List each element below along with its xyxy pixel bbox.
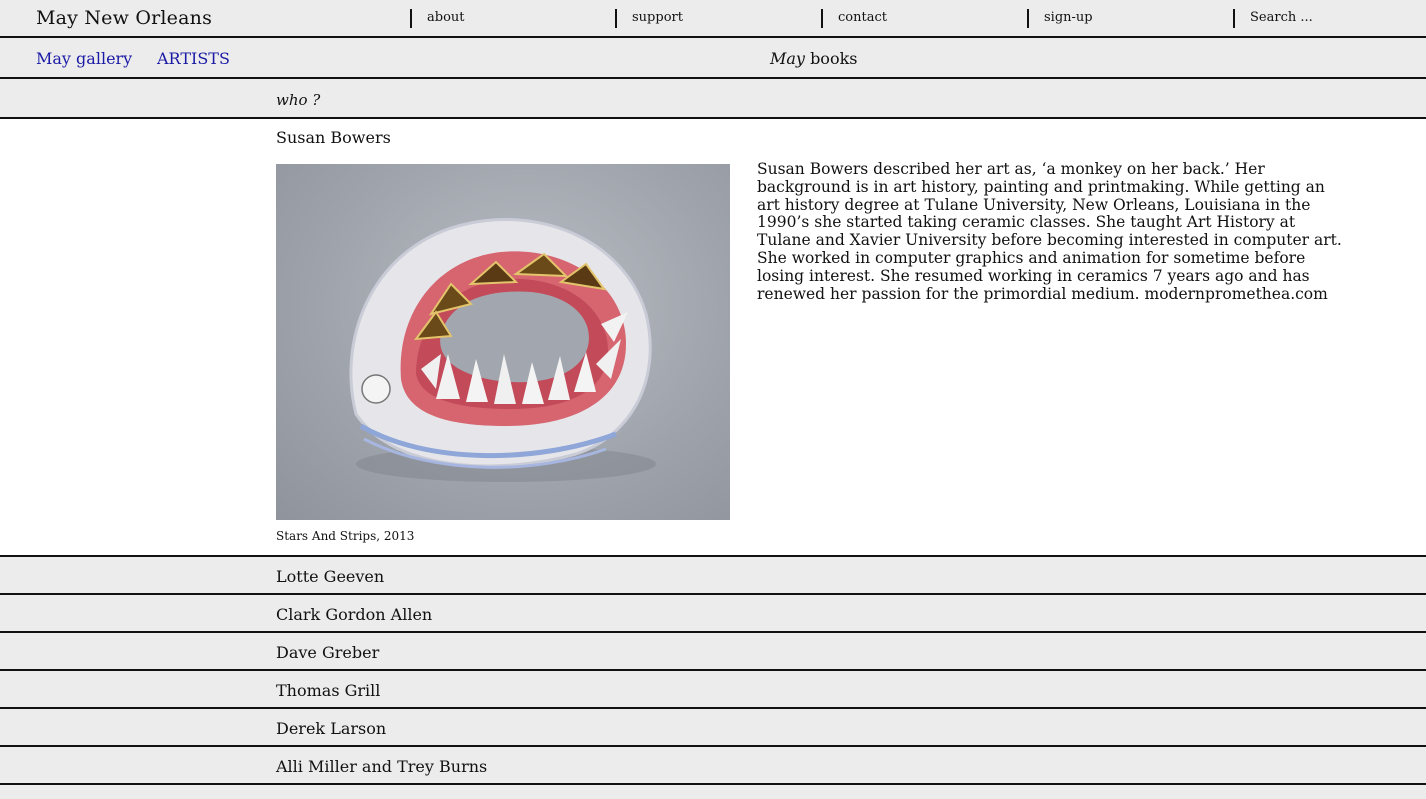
site-title[interactable]: May New Orleans: [36, 7, 213, 29]
artist-bio-text: Susan Bowers described her art as, ‘a monkey on her back.’ Her background is in art history, painting and printmaking. While getting an art history degree at Tulane University, New Orleans, Louisiana in the 1990’s she started taking ceramic classes. She taught Art History at Tulane and Xavier University before becoming interested in computer art. She worked in computer graphics and animation for sometime before losing interest. She resumed working in ceramics 7 years ago and has renewed her passion for the primordial medium. modernpromethea.com: [757, 160, 1342, 303]
artist-row-name[interactable]: Lotte Geeven: [276, 567, 385, 586]
nav-about[interactable]: about: [410, 9, 465, 28]
books-label: books: [810, 49, 858, 68]
featured-artist-panel: [0, 119, 1426, 557]
nav-support[interactable]: support: [615, 9, 683, 28]
artist-row-name[interactable]: Derek Larson: [276, 719, 387, 738]
artist-row[interactable]: [0, 595, 1426, 633]
artist-row-name[interactable]: Thomas Grill: [276, 681, 381, 700]
search-input[interactable]: Search ...: [1233, 9, 1313, 28]
who-section-header: [0, 79, 1426, 119]
artist-row-partial: [0, 785, 1426, 799]
may-gallery-link[interactable]: May gallery: [36, 49, 133, 68]
artwork-image[interactable]: [276, 164, 730, 520]
artist-row[interactable]: [0, 671, 1426, 709]
may-books-link[interactable]: [770, 49, 857, 68]
sub-navigation: [0, 38, 1426, 79]
artist-row[interactable]: [0, 557, 1426, 595]
artist-row[interactable]: [0, 747, 1426, 785]
artists-link[interactable]: ARTISTS: [157, 49, 230, 68]
artist-row[interactable]: [0, 633, 1426, 671]
artist-row-name[interactable]: Dave Greber: [276, 643, 380, 662]
artist-name[interactable]: Susan Bowers: [276, 128, 391, 147]
artist-bio: [757, 161, 1347, 303]
artist-row[interactable]: [0, 709, 1426, 747]
artwork-caption: Stars And Strips, 2013: [276, 529, 415, 543]
top-bar: [0, 0, 1426, 38]
who-label: who ?: [276, 91, 321, 109]
artist-row-name[interactable]: Alli Miller and Trey Burns: [276, 757, 488, 776]
ceramic-jaw-sculpture-illustration: [276, 164, 730, 520]
books-prefix: May: [770, 49, 805, 68]
nav-contact[interactable]: contact: [821, 9, 887, 28]
nav-sign-up[interactable]: sign-up: [1027, 9, 1093, 28]
artist-row-name[interactable]: Clark Gordon Allen: [276, 605, 433, 624]
